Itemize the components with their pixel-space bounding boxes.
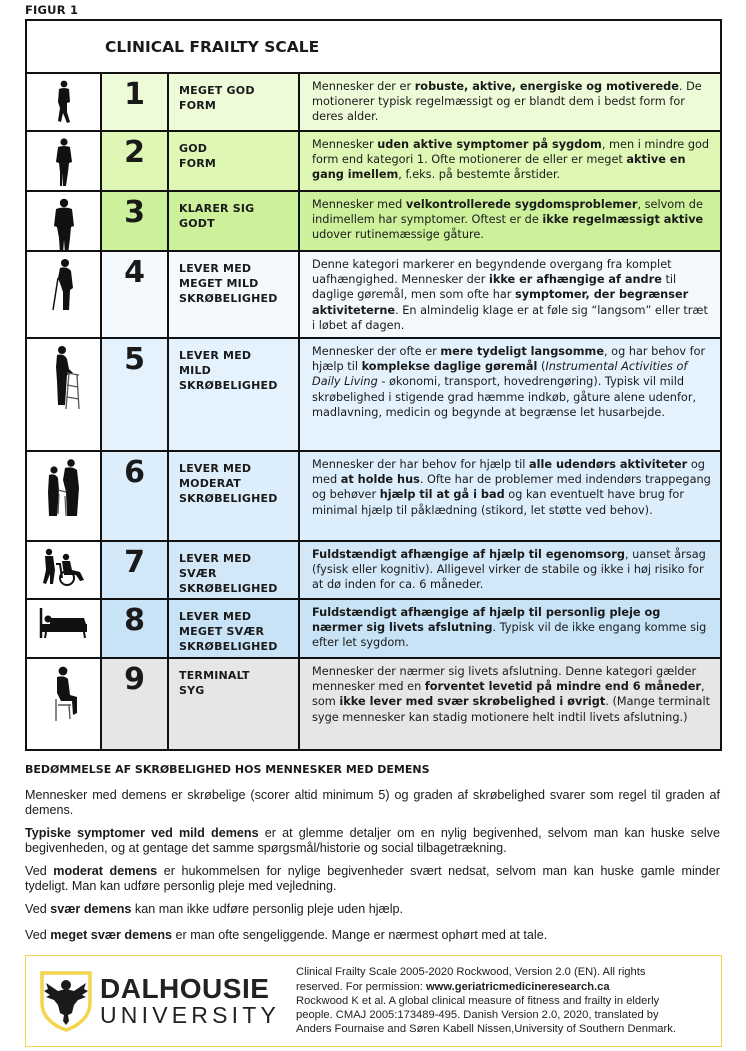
level-description [300, 659, 720, 749]
frailty-level-row-3 [27, 192, 720, 252]
text: , f.eks. på bestemte årstider. [398, 168, 561, 182]
text: people. CMAJ 2005:173489-495. Danish Version 2.0, 2020, translated by [296, 1009, 659, 1022]
level-number: 4 [102, 252, 169, 337]
text: , uanset årsag (fysisk eller kognitiv). Alligevel virker de stabile og ikke i høj risiko for at dø inden for ca. 6 måneder. [312, 548, 706, 592]
bold-text: ikke regelmæssigt aktive [542, 213, 704, 227]
text: , selvom de indimellem har symptomer. Oftest er de [312, 198, 703, 227]
level-description [300, 74, 720, 130]
standing-heavy-person-icon [51, 198, 77, 254]
bold-text: mere tydeligt langsomme [440, 345, 604, 358]
level-label-line: KLARER SIG [179, 202, 255, 215]
level-label-line: GOD [179, 142, 208, 155]
icon-cell [27, 452, 102, 540]
level-label-line: GODT [179, 217, 215, 230]
person-assisted-walker-icon [44, 458, 84, 520]
level-label [169, 452, 300, 540]
text: Anders Fournaise and Søren Kabell Nissen,University of Southern Denmark. [296, 1023, 676, 1036]
footer-credits-box [25, 955, 722, 1047]
bold-text: Typiske symptomer ved mild demens [25, 826, 259, 840]
text: - økonomi, transport, hovedrengøring). Typisk vil mild skrøbelighed i stigende grad hæmme indkøb, gåture alene udenfor, madlavning, medicin og begynde at begrænse let husarbejde. [312, 375, 697, 419]
text: kan man ikke udføre personlig pleje uden hjælp. [131, 902, 404, 916]
icon-cell [27, 339, 102, 450]
level-label [169, 659, 300, 749]
text: Mennesker [312, 138, 378, 151]
text: Ved [25, 928, 51, 942]
credits-line [296, 965, 676, 979]
level-label-line: FORM [179, 157, 217, 170]
level-label-line: SYG [179, 684, 205, 697]
level-label-line: MEGET MILD [179, 277, 259, 290]
text: Denne kategori markerer en begyndende overgang fra komplet uafhængighed. Mennesker der [312, 258, 672, 287]
icon-cell [27, 659, 102, 749]
level-label-line: MEGET SVÆR [179, 625, 265, 638]
level-label-line: SKRØBELIGHED [179, 582, 278, 595]
person-with-cane-icon [49, 258, 79, 314]
frailty-level-row-5 [27, 339, 720, 452]
text: , og har behov for hjælp til [312, 345, 706, 374]
bold-text: moderat demens [53, 864, 158, 878]
text: Mennesker der er [312, 80, 415, 93]
dementia-paragraph-severe [25, 902, 720, 917]
level-label-line: LEVER MED [179, 349, 252, 362]
level-number: 5 [102, 339, 169, 450]
level-label-line: MILD [179, 364, 211, 377]
text: . Typisk vil de ikke engang komme sig efter let sygdom. [312, 621, 707, 650]
credits-text [296, 965, 676, 1036]
text: reserved. For permission: [296, 980, 426, 993]
frailty-level-row-6 [27, 452, 720, 542]
text: . De motionerer typisk regelmæssigt og er blandt dem i bedst form for deres alder. [312, 80, 702, 124]
logo-line-2: UNIVERSITY [100, 1002, 281, 1028]
icon-cell [27, 252, 102, 337]
text: Ved [25, 864, 54, 878]
text: er man ofte sengeliggende. Mange er nærmest ophørt med at tale. [172, 928, 548, 942]
bold-text: svær demens [50, 902, 132, 916]
table-title: CLINICAL FRAILTY SCALE [27, 21, 720, 74]
level-label-line: SVÆR [179, 567, 217, 580]
text: Ved [25, 902, 51, 916]
level-label-line: LEVER MED [179, 462, 252, 475]
dementia-paragraph-mild [25, 826, 720, 855]
level-description [300, 600, 720, 657]
level-label [169, 192, 300, 250]
level-label-line: SKRØBELIGHED [179, 379, 278, 392]
level-description [300, 542, 720, 598]
text: Mennesker der nærmer sig livets afslutning. Denne kategori gælder mennesker med en [312, 665, 697, 694]
bold-text: hjælp til at gå i bad [379, 488, 505, 502]
level-label-line: MODERAT [179, 477, 241, 490]
level-label [169, 74, 300, 130]
text: Mennesker med [312, 198, 406, 211]
text: udover rutinemæssige gåture. [312, 228, 484, 242]
dementia-paragraph [25, 788, 720, 817]
level-label-line: LEVER MED [179, 552, 252, 565]
level-label [169, 339, 300, 450]
text: er hukommelsen for nylige begivenheder svært nedsat, selvom man kan huske gamle minder tydeligt. Man kan udføre personlig pleje med vejledning. [25, 864, 721, 893]
credits-line [296, 1022, 676, 1036]
bold-text: robuste, aktive, energiske og motiverede [414, 80, 679, 93]
frailty-level-row-1 [27, 74, 720, 132]
bold-text: ikke er afhængige af andre [488, 273, 662, 287]
text: og kan eventuelt have brug for minimal hjælp til påklædning (stikord, let støtte ved behov). [312, 488, 684, 517]
level-description [300, 132, 720, 190]
frailty-level-row-4 [27, 252, 720, 339]
credits-line [296, 980, 676, 994]
level-label-line: LEVER MED [179, 610, 252, 623]
frailty-scale-table [25, 19, 722, 751]
frailty-level-row-9 [27, 659, 720, 749]
text: ( [537, 360, 546, 374]
level-number: 6 [102, 452, 169, 540]
bold-text: aktive en gang imellem [312, 153, 686, 182]
text: Instrumental Activities of Daily Living [312, 360, 688, 389]
text: . (Mange terminalt syge mennesker kan stadig motionere helt indtil livets afslutning.) [312, 695, 711, 724]
bold-text: velkontrollerede sygdomsproblemer [405, 198, 638, 211]
bold-text: komplekse daglige gøremål [361, 360, 538, 374]
text: til daglige gøremål, men som ofte har [312, 273, 677, 302]
level-label [169, 132, 300, 190]
level-label-line: FORM [179, 99, 217, 112]
icon-cell [27, 74, 102, 130]
text: , men i mindre god form end kategori 1. Ofte motionerer de eller er meget [312, 138, 710, 167]
bold-text: www.geriatricmedicineresearch.ca [425, 980, 610, 993]
level-number: 2 [102, 132, 169, 190]
level-number: 9 [102, 659, 169, 749]
level-number: 8 [102, 600, 169, 657]
level-description [300, 252, 720, 337]
icon-cell [27, 542, 102, 598]
level-description [300, 452, 720, 540]
icon-cell [27, 600, 102, 657]
frailty-levels [27, 74, 720, 749]
level-label-line: SKRØBELIGHED [179, 492, 278, 505]
frailty-level-row-7 [27, 542, 720, 600]
level-label-line: TERMINALT [179, 669, 250, 682]
text: Mennesker med demens er skrøbelige (scorer altid minimum 5) og graden af skrøbelighed svarer som regel til graden af demens. [25, 788, 720, 817]
text: . Ofte har de problemer med indendørs trappegang og behøver [312, 473, 711, 502]
figure-label: FIGUR 1 [25, 3, 79, 17]
text: Mennesker der har behov for hjælp til [312, 458, 530, 471]
credits-line [296, 1008, 676, 1022]
level-label [169, 542, 300, 598]
frailty-level-row-8 [27, 600, 720, 659]
level-number: 1 [102, 74, 169, 130]
level-label-line: MEGET GOD [179, 84, 255, 97]
text: og med [312, 458, 705, 487]
text: Clinical Frailty Scale 2005-2020 Rockwood, Version 2.0 (EN). All rights [296, 966, 646, 979]
level-label-line: LEVER MED [179, 262, 252, 275]
bold-text: Fuldstændigt afhængige af hjælp til egenomsorg [312, 548, 625, 561]
bold-text: meget svær demens [50, 928, 173, 942]
text: Rockwood K et al. A global clinical measure of fitness and frailty in elderly [296, 994, 660, 1007]
credits-line [296, 994, 676, 1008]
frailty-level-row-2 [27, 132, 720, 192]
level-label-line: SKRØBELIGHED [179, 292, 278, 305]
text: Mennesker der ofte er [312, 345, 441, 358]
text: . En almindelig klage er at føle sig “langsom” eller træt i løbet af dagen. [312, 303, 708, 332]
level-number: 7 [102, 542, 169, 598]
walking-fit-person-icon [52, 80, 76, 126]
bold-text: symptomer, der begrænser aktiviteterne [312, 288, 689, 317]
level-label-line: SKRØBELIGHED [179, 640, 278, 653]
level-label [169, 600, 300, 657]
dementia-paragraph-very-severe [25, 928, 720, 943]
logo-line-1: DALHOUSIE [100, 973, 270, 1004]
bold-text: alle udendørs aktiviteter [529, 458, 688, 471]
level-description [300, 192, 720, 250]
bold-text: uden aktive symptomer på sygdom [377, 138, 602, 151]
standing-person-icon [52, 138, 76, 188]
icon-cell [27, 132, 102, 190]
bold-text: ikke lever med svær skrøbelighed i øvrigt [339, 695, 606, 709]
seated-person-icon [47, 665, 81, 721]
dementia-heading: BEDØMMELSE AF SKRØBELIGHED HOS MENNESKER MED DEMENS [25, 763, 430, 776]
level-label [169, 252, 300, 337]
bold-text: forventet levetid på mindre end 6 måneder [424, 680, 701, 694]
bold-text: Fuldstændigt afhængige af hjælp til personlig pleje og nærmer sig livets afslutning [312, 606, 661, 635]
person-with-walker-icon [47, 345, 81, 411]
text: er at glemme detaljer om en nylig begivenhed, selvom man kan huske selve begivenheden, og at gentage det samme spørgsmål/historie og social tilbagetrækning. [25, 826, 720, 855]
dalhousie-eagle-shield-icon [38, 969, 94, 1033]
text: , som [312, 680, 705, 709]
person-in-wheelchair-icon [40, 548, 88, 588]
bold-text: at holde hus [340, 473, 420, 487]
person-in-bed-icon [38, 606, 90, 640]
level-number: 3 [102, 192, 169, 250]
dementia-paragraph-moderate [25, 864, 720, 893]
icon-cell [27, 192, 102, 250]
dalhousie-logo [38, 969, 288, 1033]
level-description [300, 339, 720, 450]
